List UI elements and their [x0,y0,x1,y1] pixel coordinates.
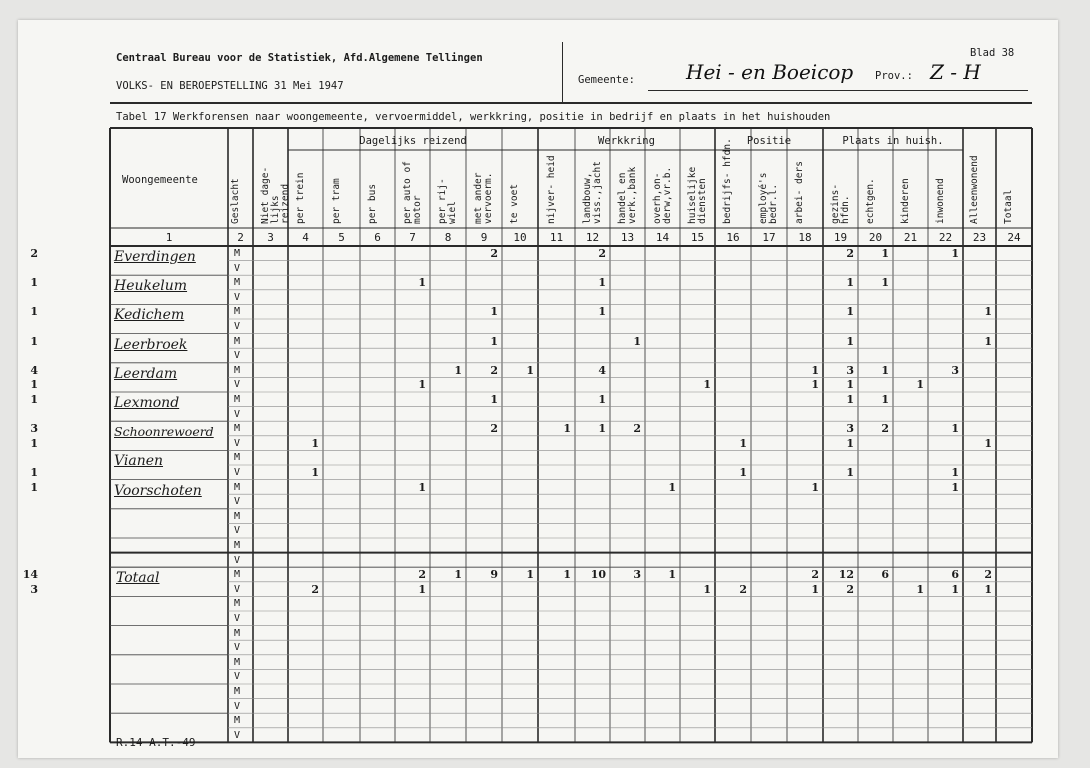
sex-label: V [234,408,241,420]
sex-label: M [234,335,241,347]
column-header-17: employé's bedr.l. [758,172,779,224]
municipality-lexmond: Lexmond [114,395,180,411]
data-cell: 1 [30,305,38,319]
data-cell: 2 [490,363,498,377]
data-cell: 2 [633,422,641,436]
column-header-10: te voet [509,183,520,224]
column-header-12: landbouw, viss.,jacht [581,161,603,224]
column-header-13: handel en verk.,bank [616,166,638,224]
sex-label: M [234,423,241,435]
table-title: Tabel 17 Werkforensen naar woongemeente, vervoermiddel, werkkring, positie in bedrijf en plaats in het huishouden [116,111,831,123]
sex-label: M [234,569,241,581]
municipality-leerdam: Leerdam [114,365,178,382]
data-cell: 1 [881,247,889,260]
column-header-22: inwonend [934,178,946,224]
data-cell: 1 [881,363,889,377]
data-cell: 2 [490,422,498,436]
group-header-dagelijks: Dagelijks reizend [359,135,467,147]
column-number-12: 12 [585,231,600,244]
column-header-5: per tram [330,178,342,224]
data-cell: 1 [418,480,426,494]
data-cell: 1 [846,276,854,290]
data-cell: 1 [739,436,747,450]
data-cell: 1 [811,363,819,377]
data-cell: 14 [22,568,38,582]
sex-label: V [234,262,241,274]
data-cell: 1 [951,466,959,479]
column-number-21: 21 [903,231,918,244]
column-number-15: 15 [690,231,705,244]
column-number-22: 22 [938,231,953,244]
data-cell: 1 [454,363,462,377]
sex-label: M [234,277,241,289]
data-cell: 2 [418,568,426,582]
column-number-17: 17 [762,231,776,244]
totaal-label: Totaal [116,570,160,587]
sex-label: V [234,642,241,654]
column-header-4: per trein [294,172,306,224]
data-cell: 2 [984,568,992,582]
data-cell: 1 [984,305,992,319]
column-number-14: 14 [655,231,670,244]
municipality-vianen: Vianen [114,453,164,470]
data-cell: 2 [811,568,819,582]
data-cell: 1 [30,436,38,450]
data-cell: 1 [984,334,992,348]
sex-label: M [234,510,241,522]
data-cell: 1 [526,363,534,377]
data-cell: 1 [454,568,462,582]
data-cell: 1 [563,568,571,582]
column-header-7: per auto of motor [401,161,423,224]
data-cell: 1 [30,378,38,392]
sex-label: V [234,350,241,362]
data-cell: 2 [846,247,854,260]
data-cell: 3 [30,582,38,596]
data-cell: 1 [598,393,606,406]
data-cell: 1 [846,436,854,450]
data-cell: 1 [418,276,426,290]
sex-label: V [234,496,241,508]
data-cell: 1 [881,393,889,406]
column-header-6: per bus [366,183,378,224]
sex-label: M [234,656,241,668]
column-number-18: 18 [798,231,812,244]
column-header-8: per rij- wiel [437,178,458,224]
sex-label: V [234,321,241,332]
sex-label: V [234,583,241,595]
data-cell: 1 [633,334,641,348]
sex-label: V [234,554,241,566]
data-cell: 1 [811,480,819,494]
office-title: Centraal Bureau voor de Statistiek, Afd.Algemene Tellingen [116,52,483,64]
data-cell: 1 [846,393,854,406]
sex-label: M [234,481,241,493]
data-cell: 1 [490,393,498,406]
data-cell: 1 [30,480,38,494]
data-cell: 2 [598,247,606,260]
data-cell: 1 [739,466,747,479]
census-form-sheet [18,20,1058,758]
column-header-9: met ander vervoerm. [473,172,494,224]
column-header-15: huiselijke diensten [686,166,708,224]
data-cell: 1 [951,582,959,596]
data-cell: 2 [739,582,747,596]
column-header-19: gezins- hfdn. [829,183,851,224]
group-header-werkkring: Werkkring [598,135,655,147]
municipality-kedichem: Kedichem [114,307,185,324]
column-number-11: 11 [549,231,564,244]
column-header-20: echtgen. [864,178,876,224]
data-cell: 1 [526,568,534,582]
data-cell: 3 [846,363,854,377]
sex-label: M [234,686,241,697]
column-header-woongemeente: Woongemeente [122,174,198,186]
sheet-number: Blad 38 [970,47,1015,59]
data-cell: 9 [490,568,498,582]
data-cell: 1 [951,480,959,494]
data-cell: 1 [846,378,854,392]
column-number-6: 6 [374,231,381,244]
data-cell: 1 [418,582,426,596]
municipality-leerbroek: Leerbroek [114,336,188,353]
data-cell: 6 [881,568,889,582]
column-number-9: 9 [480,231,488,244]
form-code: R.14 A.T.-49 [116,736,196,749]
gemeente-value: Hei - en Boeicop [686,60,854,84]
data-cell: 3 [951,363,959,377]
sex-label: M [234,627,241,639]
column-number-16: 16 [726,231,740,244]
column-header-11: nijver- heid [545,155,557,224]
table-grid [18,20,1058,758]
gemeente-label: Gemeente: [578,74,635,86]
data-cell: 1 [703,378,711,392]
column-header-21: kinderen [899,178,911,224]
group-header-plaats: Plaats in huish. [842,135,944,147]
data-cell: 1 [703,582,711,596]
column-header-3: Niet dage- lijks reizend [259,166,291,224]
column-number-2: 2 [237,231,244,244]
data-cell: 1 [598,305,606,319]
data-cell: 4 [598,363,606,377]
column-number-7: 7 [409,231,416,244]
data-cell: 1 [490,334,498,348]
column-header-2: Geslacht [229,178,241,224]
column-header-16: bedrijfs- hfdn. [722,138,733,224]
group-header-positie: Positie [746,135,792,147]
data-cell: 1 [490,305,498,319]
census-title: VOLKS- EN BEROEPSTELLING 31 Mei 1947 [116,80,344,92]
sex-label: M [234,540,241,551]
column-number-8: 8 [444,231,452,244]
data-cell: 2 [490,247,498,260]
data-cell: 3 [633,568,641,582]
sex-label: V [234,700,241,712]
sex-label: M [234,394,241,405]
sex-label: M [234,452,241,464]
data-cell: 1 [846,334,854,348]
sex-label: V [234,671,241,683]
data-cell: 4 [30,363,38,377]
column-number-3: 3 [267,231,274,244]
data-cell: 3 [846,422,854,436]
data-cell: 1 [598,422,606,436]
data-cell: 1 [30,393,38,406]
data-cell: 2 [881,422,889,436]
data-cell: 1 [811,378,819,392]
data-cell: 6 [951,568,959,582]
column-number-23: 23 [972,231,987,244]
sex-label: V [234,291,241,303]
data-cell: 1 [984,582,992,596]
column-number-1: 1 [165,231,173,244]
data-cell: 2 [30,247,38,260]
data-cell: 1 [916,378,924,392]
column-header-14: overh,on- derw,vr.b. [651,166,673,224]
sex-label: M [234,598,241,610]
sex-label: M [234,306,241,318]
data-cell: 10 [590,568,606,582]
data-cell: 1 [881,276,889,290]
data-cell: 1 [30,276,38,290]
data-cell: 1 [418,378,426,392]
data-cell: 12 [838,568,854,582]
data-cell: 1 [598,276,606,290]
column-number-13: 13 [620,231,635,244]
data-cell: 1 [311,466,319,479]
data-cell: 1 [668,480,676,494]
data-cell: 1 [311,436,319,450]
data-cell: 1 [846,305,854,319]
municipality-heukelum: Heukelum [114,278,188,295]
data-cell: 3 [30,422,38,436]
sex-label: V [234,525,241,537]
column-number-19: 19 [833,231,848,244]
column-number-20: 20 [868,231,883,244]
municipality-schoonrewoerd: Schoonrewoerd [114,424,214,440]
sex-label: M [234,715,241,727]
sex-label: V [234,613,241,624]
prov-value: Z - H [930,60,981,84]
data-cell: 1 [811,582,819,596]
column-header-24: Totaal [1003,189,1014,224]
municipality-everdingen: Everdingen [114,249,196,265]
data-cell: 1 [951,247,959,260]
data-cell: 2 [311,582,319,596]
sex-label: V [234,437,241,449]
data-cell: 1 [951,422,959,436]
sex-label: V [234,467,241,478]
prov-label: Prov.: [875,70,913,82]
data-cell: 1 [916,582,924,596]
data-cell: 1 [668,568,676,582]
data-cell: 1 [30,466,38,479]
data-cell: 2 [846,582,854,596]
sex-label: M [234,248,241,259]
column-number-4: 4 [302,231,309,244]
sex-label: M [234,364,241,376]
data-cell: 1 [846,466,854,479]
data-cell: 1 [30,334,38,348]
sex-label: V [234,729,241,741]
column-header-18: arbei- ders [794,161,805,224]
data-cell: 1 [563,422,571,436]
sex-label: V [234,379,241,391]
column-number-5: 5 [338,231,345,244]
column-number-10: 10 [513,231,527,244]
municipality-voorschoten: Voorschoten [114,482,202,499]
column-header-23: Alleenwonend [968,155,980,224]
column-number-24: 24 [1007,231,1021,244]
data-cell: 1 [984,436,992,450]
